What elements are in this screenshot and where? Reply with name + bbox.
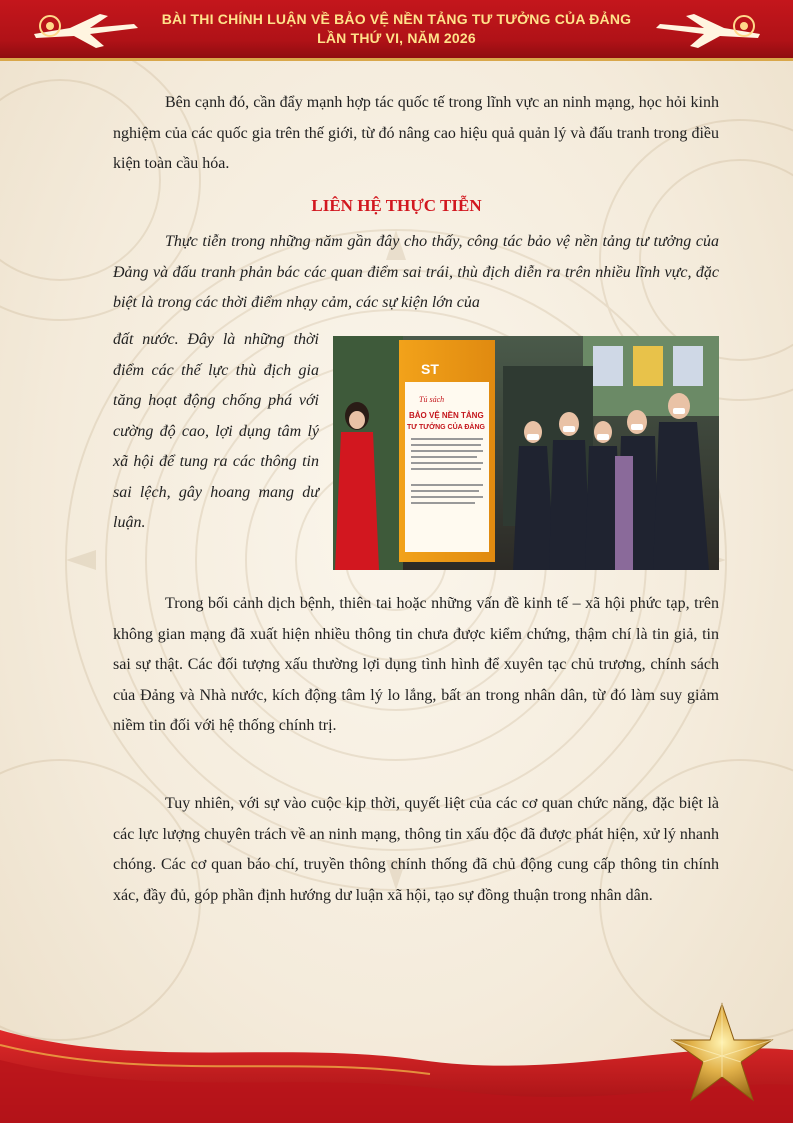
drum-emblem-icon — [652, 6, 764, 52]
board-title-line2: TƯ TƯỞNG CỦA ĐẢNG — [407, 424, 485, 431]
header-title-line1: BÀI THI CHÍNH LUẬN VỀ BẢO VỆ NỀN TẢNG TƯ TƯỞNG CỦA ĐẢNG — [161, 11, 632, 27]
footer-ribbon — [0, 1000, 793, 1123]
header-banner — [0, 0, 793, 58]
paragraph-intro: Bên cạnh đó, cần đẩy mạnh hợp tác quốc tế trong lĩnh vực an ninh mạng, học hỏi kinh nghiệm của các quốc gia trên thế giới, từ đó nâng cao hiệu quả quản lý và đấu tranh trong điều kiện toàn cầu hóa. — [113, 94, 719, 172]
drum-emblem-icon — [30, 6, 142, 52]
board-small-label: Tủ sách — [419, 395, 445, 404]
paragraph-practice-wrap: đất nước. Đây là những thời điểm các thế lực thù địch gia tăng hoạt động chống phá với cường độ cao, lợi dụng tâm lý xã hội để tung ra các thông tin sai lệch, gây hoang mang dư luận. — [113, 331, 319, 531]
paragraph-response: Tuy nhiên, với sự vào cuộc kịp thời, quyết liệt của các cơ quan chức năng, đặc biệt là các lực lượng chuyên trách về an ninh mạng, thông tin xấu độc đã được phát hiện, xử lý nhanh chóng. Các cơ quan báo chí, truyền thông chính thống đã chủ động cung cấp thông tin chính xác, đầy đủ, góp phần định hướng dư luận xã hội, tạo sự đồng thuận trong nhân dân. — [113, 795, 719, 904]
board-logo: ST — [421, 361, 439, 377]
section-heading: LIÊN HỆ THỰC TIỄN — [311, 196, 482, 215]
paragraph-context: Trong bối cảnh dịch bệnh, thiên tai hoặc những vấn đề kinh tế – xã hội phức tạp, trên không gian mạng đã xuất hiện nhiều thông tin chưa được kiểm chứng, thậm chí là tin giả, tin sai sự thật. Các đối tượng xấu thường lợi dụng tình hình để xuyên tạc chủ trương, chính sách của Đảng và Nhà nước, kích động tâm lý lo lắng, bất an trong nhân dân, từ đó làm suy giảm niềm tin đối với hệ thống chính trị. — [113, 595, 719, 734]
paragraph-practice: Thực tiễn trong những năm gần đây cho thấy, công tác bảo vệ nền tảng tư tưởng của Đảng và đấu tranh phản bác các quan điểm sai trái, thù địch diễn ra trên nhiều lĩnh vực, đặc biệt là trong các thời điểm nhạy cảm, các sự kiện lớn của — [113, 233, 719, 311]
event-photo — [333, 336, 719, 570]
header-gold-rule — [0, 58, 793, 61]
board-title-line1: BẢO VỆ NỀN TẢNG — [409, 411, 484, 420]
header-title-line2: LẦN THỨ VI, NĂM 2026 — [317, 30, 476, 46]
